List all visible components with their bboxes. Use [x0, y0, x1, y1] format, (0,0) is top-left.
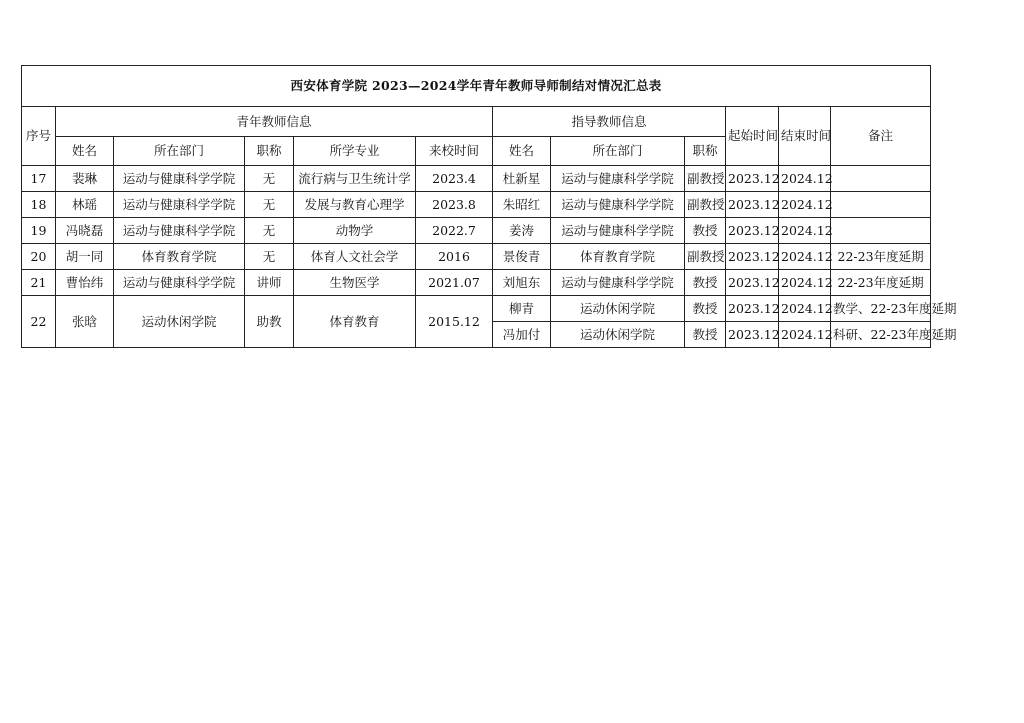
table-row [22, 218, 931, 244]
header-mentor-rank: 职称 [685, 137, 726, 166]
cell-mentor-rank: 教授 [685, 322, 726, 348]
header-young-rank: 职称 [245, 137, 294, 166]
cell-start: 2023.12 [726, 270, 779, 296]
cell-young-major: 体育教育 [294, 296, 416, 348]
cell-young-rank: 无 [245, 166, 294, 192]
page-title: 西安体育学院 2023—2024学年青年教师导师制结对情况汇总表 [22, 66, 931, 107]
cell-remark [831, 166, 931, 192]
cell-mentor-name: 柳青 [493, 296, 551, 322]
cell-end: 2024.12 [779, 322, 831, 348]
cell-end: 2024.12 [779, 270, 831, 296]
cell-seq: 20 [22, 244, 56, 270]
cell-mentor-rank: 教授 [685, 296, 726, 322]
cell-young-dept: 体育教育学院 [114, 244, 245, 270]
cell-mentor-name: 景俊青 [493, 244, 551, 270]
cell-young-rank: 助教 [245, 296, 294, 348]
cell-young-major: 体育人文社会学 [294, 244, 416, 270]
header-mentor-name: 姓名 [493, 137, 551, 166]
cell-young-major: 流行病与卫生统计学 [294, 166, 416, 192]
cell-mentor-dept: 运动与健康科学学院 [551, 270, 685, 296]
header-mentor-dept: 所在部门 [551, 137, 685, 166]
cell-end: 2024.12 [779, 192, 831, 218]
cell-young-rank: 无 [245, 244, 294, 270]
cell-mentor-dept: 运动休闲学院 [551, 322, 685, 348]
cell-mentor-dept: 运动与健康科学学院 [551, 192, 685, 218]
cell-remark [831, 192, 931, 218]
cell-young-major: 生物医学 [294, 270, 416, 296]
cell-remark: 22-23年度延期 [831, 270, 931, 296]
cell-young-dept: 运动与健康科学学院 [114, 166, 245, 192]
cell-young-dept: 运动休闲学院 [114, 296, 245, 348]
cell-mentor-dept: 运动休闲学院 [551, 296, 685, 322]
cell-remark [831, 218, 931, 244]
cell-mentor-name: 刘旭东 [493, 270, 551, 296]
header-young-teacher-group: 青年教师信息 [56, 107, 493, 137]
cell-young-arrive: 2021.07 [416, 270, 493, 296]
header-young-dept: 所在部门 [114, 137, 245, 166]
header-mentor-group: 指导教师信息 [493, 107, 726, 137]
cell-young-name: 张晗 [56, 296, 114, 348]
cell-seq: 22 [22, 296, 56, 348]
cell-young-name: 林瑶 [56, 192, 114, 218]
header-young-arrive: 来校时间 [416, 137, 493, 166]
cell-start: 2023.12 [726, 244, 779, 270]
cell-young-rank: 讲师 [245, 270, 294, 296]
cell-mentor-rank: 副教授 [685, 192, 726, 218]
table-row [22, 270, 931, 296]
cell-young-arrive: 2023.4 [416, 166, 493, 192]
header-end-time: 结束时间 [779, 107, 831, 166]
mentorship-summary-table [21, 65, 957, 348]
cell-young-arrive: 2022.7 [416, 218, 493, 244]
cell-mentor-name: 杜新星 [493, 166, 551, 192]
cell-seq: 19 [22, 218, 56, 244]
cell-young-name: 曹怡纬 [56, 270, 114, 296]
cell-young-rank: 无 [245, 218, 294, 244]
cell-end: 2024.12 [779, 296, 831, 322]
cell-start: 2023.12 [726, 296, 779, 322]
cell-start: 2023.12 [726, 192, 779, 218]
cell-mentor-rank: 教授 [685, 270, 726, 296]
cell-mentor-dept: 运动与健康科学学院 [551, 218, 685, 244]
cell-mentor-rank: 教授 [685, 218, 726, 244]
cell-end: 2024.12 [779, 244, 831, 270]
cell-young-dept: 运动与健康科学学院 [114, 270, 245, 296]
cell-end: 2024.12 [779, 218, 831, 244]
header-seq: 序号 [22, 107, 56, 166]
cell-young-name: 冯晓磊 [56, 218, 114, 244]
cell-mentor-rank: 副教授 [685, 166, 726, 192]
table-row [22, 166, 931, 192]
header-remark: 备注 [831, 107, 931, 166]
cell-start: 2023.12 [726, 322, 779, 348]
cell-start: 2023.12 [726, 218, 779, 244]
cell-seq: 17 [22, 166, 56, 192]
cell-start: 2023.12 [726, 166, 779, 192]
cell-young-major: 发展与教育心理学 [294, 192, 416, 218]
cell-mentor-name: 姜涛 [493, 218, 551, 244]
cell-young-name: 胡一同 [56, 244, 114, 270]
table-row [22, 244, 931, 270]
cell-young-rank: 无 [245, 192, 294, 218]
cell-mentor-rank: 副教授 [685, 244, 726, 270]
table-row [22, 296, 931, 322]
header-start-time: 起始时间 [726, 107, 779, 166]
header-young-name: 姓名 [56, 137, 114, 166]
cell-young-dept: 运动与健康科学学院 [114, 192, 245, 218]
cell-young-arrive: 2015.12 [416, 296, 493, 348]
cell-mentor-name: 冯加付 [493, 322, 551, 348]
cell-mentor-dept: 运动与健康科学学院 [551, 166, 685, 192]
cell-remark: 22-23年度延期 [831, 244, 931, 270]
table-row [22, 192, 931, 218]
cell-mentor-dept: 体育教育学院 [551, 244, 685, 270]
cell-young-arrive: 2023.8 [416, 192, 493, 218]
cell-young-arrive: 2016 [416, 244, 493, 270]
cell-remark: 教学、22-23年度延期 [831, 296, 931, 322]
cell-seq: 21 [22, 270, 56, 296]
cell-seq: 18 [22, 192, 56, 218]
cell-end: 2024.12 [779, 166, 831, 192]
cell-mentor-name: 朱昭红 [493, 192, 551, 218]
cell-young-dept: 运动与健康科学学院 [114, 218, 245, 244]
header-young-major: 所学专业 [294, 137, 416, 166]
cell-young-name: 裴琳 [56, 166, 114, 192]
cell-young-major: 动物学 [294, 218, 416, 244]
cell-remark: 科研、22-23年度延期 [831, 322, 931, 348]
